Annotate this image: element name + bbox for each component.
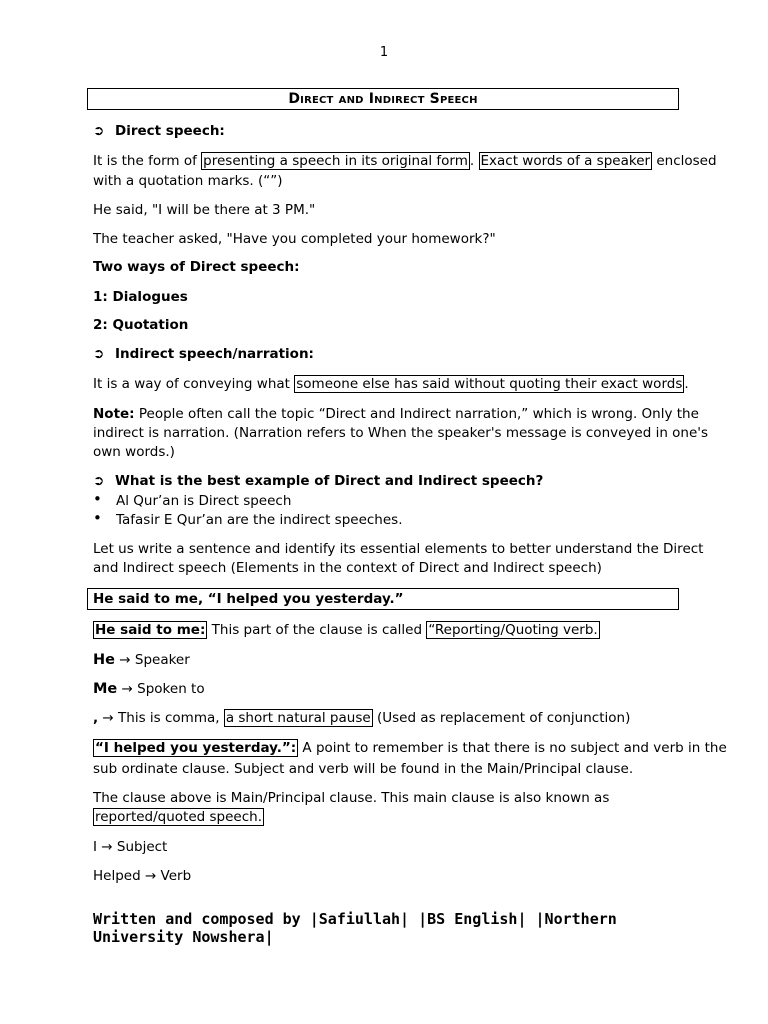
highlight-box: “I helped you yesterday.”: — [95, 740, 297, 756]
note-label: Note: — [93, 406, 135, 422]
highlight-box: a short natural pause — [225, 710, 371, 726]
sentence-box — [87, 588, 679, 610]
direct-speech-heading: ➲ Direct speech: — [93, 123, 225, 139]
bullet-dot-icon: • — [93, 490, 102, 508]
way-2: 2: Quotation — [93, 317, 189, 333]
highlight-box: someone else has said without quoting their exact words — [296, 376, 683, 392]
note-line3: own words.) — [93, 444, 175, 460]
quote-line1: “I helped you yesterday.”: A point to remember is that there is no subject and verb in the — [95, 740, 727, 756]
direct-example-2: The teacher asked, "Have you completed your homework?" — [93, 231, 496, 247]
highlight-box: presenting a speech in its original form — [203, 153, 468, 169]
direct-definition-line2: with a quotation marks. (“”) — [93, 173, 283, 189]
subject-line: I → Subject — [93, 839, 168, 855]
main-clause-line2 — [93, 808, 264, 827]
reporting-verb-line: He said to me: This part of the clause is called “Reporting/Quoting verb. — [95, 622, 598, 638]
page-number: 1 — [379, 45, 389, 60]
title-box — [87, 88, 679, 110]
indirect-definition: It is a way of conveying what someone else has said without quoting their exact words . — [93, 376, 689, 392]
elements-intro-line2: and Indirect speech (Elements in the context of Direct and Indirect speech) — [93, 560, 602, 576]
ways-heading: Two ways of Direct speech: — [93, 259, 300, 275]
way-1: 1: Dialogues — [93, 289, 188, 305]
arrow-right-icon: ➲ — [93, 123, 105, 139]
footer-credit: Written and composed by |Safiullah| |BS English| |Northern University Nowshera| — [93, 910, 617, 946]
bullet-dot-icon: • — [93, 509, 102, 527]
me-line: Me → Spoken to — [93, 681, 205, 697]
example-sentence: He said to me, “I helped you yesterday.” — [93, 591, 404, 607]
page-title: Direct and Indirect Speech — [288, 91, 478, 107]
list-item: Al Qur’an is Direct speech — [116, 493, 292, 509]
highlight-box: “Reporting/Quoting verb. — [428, 622, 598, 638]
best-example-heading: ➲ What is the best example of Direct and Indirect speech? — [93, 473, 544, 489]
note-line2: indirect is narration. (Narration refers to When the speaker's message is conveyed in one's — [93, 425, 709, 441]
list-item: Tafasir E Qur’an are the indirect speeches. — [116, 512, 403, 528]
arrow-right-icon: ➲ — [93, 473, 105, 489]
highlight-box: Exact words of a speaker — [480, 153, 651, 169]
main-clause-line1: The clause above is Main/Principal clause. This main clause is also known as — [93, 790, 610, 806]
elements-intro-line1: Let us write a sentence and identify its essential elements to better understand the Direct — [93, 541, 704, 557]
highlight-box: He said to me: — [95, 622, 206, 638]
he-line: He → Speaker — [93, 652, 190, 668]
highlight-box: reported/quoted speech. — [95, 809, 262, 825]
note-line1: Note: People often call the topic “Direct and Indirect narration,” which is wrong. Only the — [93, 406, 699, 422]
direct-definition-line1: It is the form of presenting a speech in its original form . Exact words of a speaker enclosed — [93, 153, 717, 169]
arrow-right-icon: ➲ — [93, 346, 105, 362]
indirect-speech-heading: ➲ Indirect speech/narration: — [93, 346, 314, 362]
direct-example-1: He said, "I will be there at 3 PM." — [93, 202, 316, 218]
quote-line2: sub ordinate clause. Subject and verb will be found in the Main/Principal clause. — [93, 761, 634, 777]
verb-line: Helped → Verb — [93, 868, 192, 884]
comma-line: , → This is comma, a short natural pause (Used as replacement of conjunction) — [93, 710, 631, 726]
